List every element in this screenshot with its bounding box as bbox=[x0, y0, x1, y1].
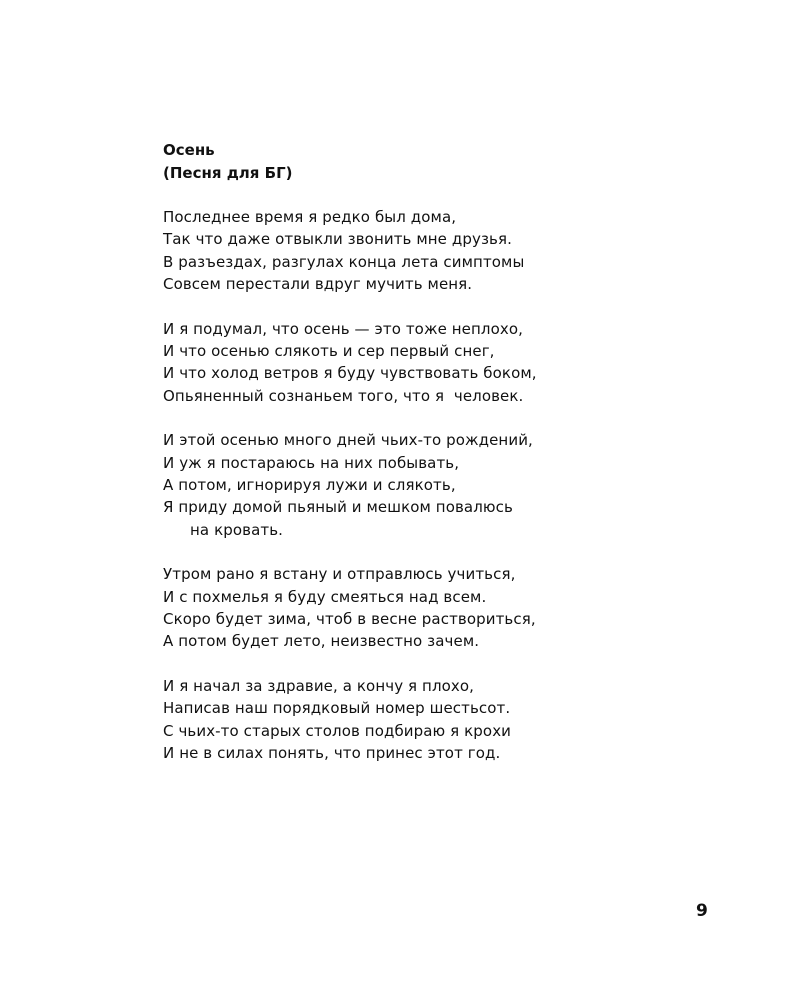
poem-line: Утром рано я встану и отправлюсь учиться, bbox=[163, 565, 516, 584]
poem-line: В разъездах, разгулах конца лета симптомы bbox=[163, 252, 525, 271]
poem-line: И уж я постараюсь на них побывать, bbox=[163, 453, 460, 472]
poem-line: Опьяненный сознаньем того, что я человек. bbox=[163, 386, 524, 405]
stanza-4 bbox=[163, 563, 763, 652]
poem-line: Скоро будет зима, чтоб в весне раствориться, bbox=[163, 609, 536, 628]
poem-line-continuation: на кровать. bbox=[190, 520, 284, 539]
poem-subtitle: (Песня для БГ) bbox=[163, 163, 293, 182]
poem-line: Совсем перестали вдруг мучить меня. bbox=[163, 274, 473, 293]
poem-line: И что осенью слякоть и сер первый снег, bbox=[163, 341, 495, 360]
stanza-3 bbox=[163, 429, 763, 540]
poem-line: А потом, игнорируя лужи и слякоть, bbox=[163, 475, 456, 494]
poem-title: Осень bbox=[163, 141, 215, 159]
poem-line: И что холод ветров я буду чувствовать боком, bbox=[163, 364, 537, 383]
poem-line: И этой осенью много дней чьих-то рождений, bbox=[163, 431, 533, 450]
poem-line: Последнее время я редко был дома, bbox=[163, 208, 457, 226]
page-number: 9 bbox=[696, 901, 708, 921]
poem bbox=[163, 139, 763, 787]
poem-line: И с похмелья я буду смеяться над всем. bbox=[163, 587, 487, 606]
stanza-5 bbox=[163, 675, 763, 764]
poem-line: А потом будет лето, неизвестно зачем. bbox=[163, 632, 480, 651]
poem-line: Так что даже отвыкли звонить мне друзья. bbox=[163, 230, 512, 249]
poem-line: Написав наш порядковый номер шестьсот. bbox=[163, 699, 511, 718]
poem-line: И я начал за здравие, а кончу я плохо, bbox=[163, 677, 475, 696]
stanza-1 bbox=[163, 206, 763, 295]
poem-line: И не в силах понять, что принес этот год. bbox=[163, 743, 501, 762]
poem-line: С чьих-то старых столов подбираю я крохи bbox=[163, 721, 512, 740]
poem-line: И я подумал, что осень — это тоже неплохо, bbox=[163, 319, 523, 338]
poem-title-block bbox=[163, 139, 763, 184]
stanza-2 bbox=[163, 318, 763, 407]
poem-line: Я приду домой пьяный и мешком повалюсь bbox=[163, 498, 513, 517]
